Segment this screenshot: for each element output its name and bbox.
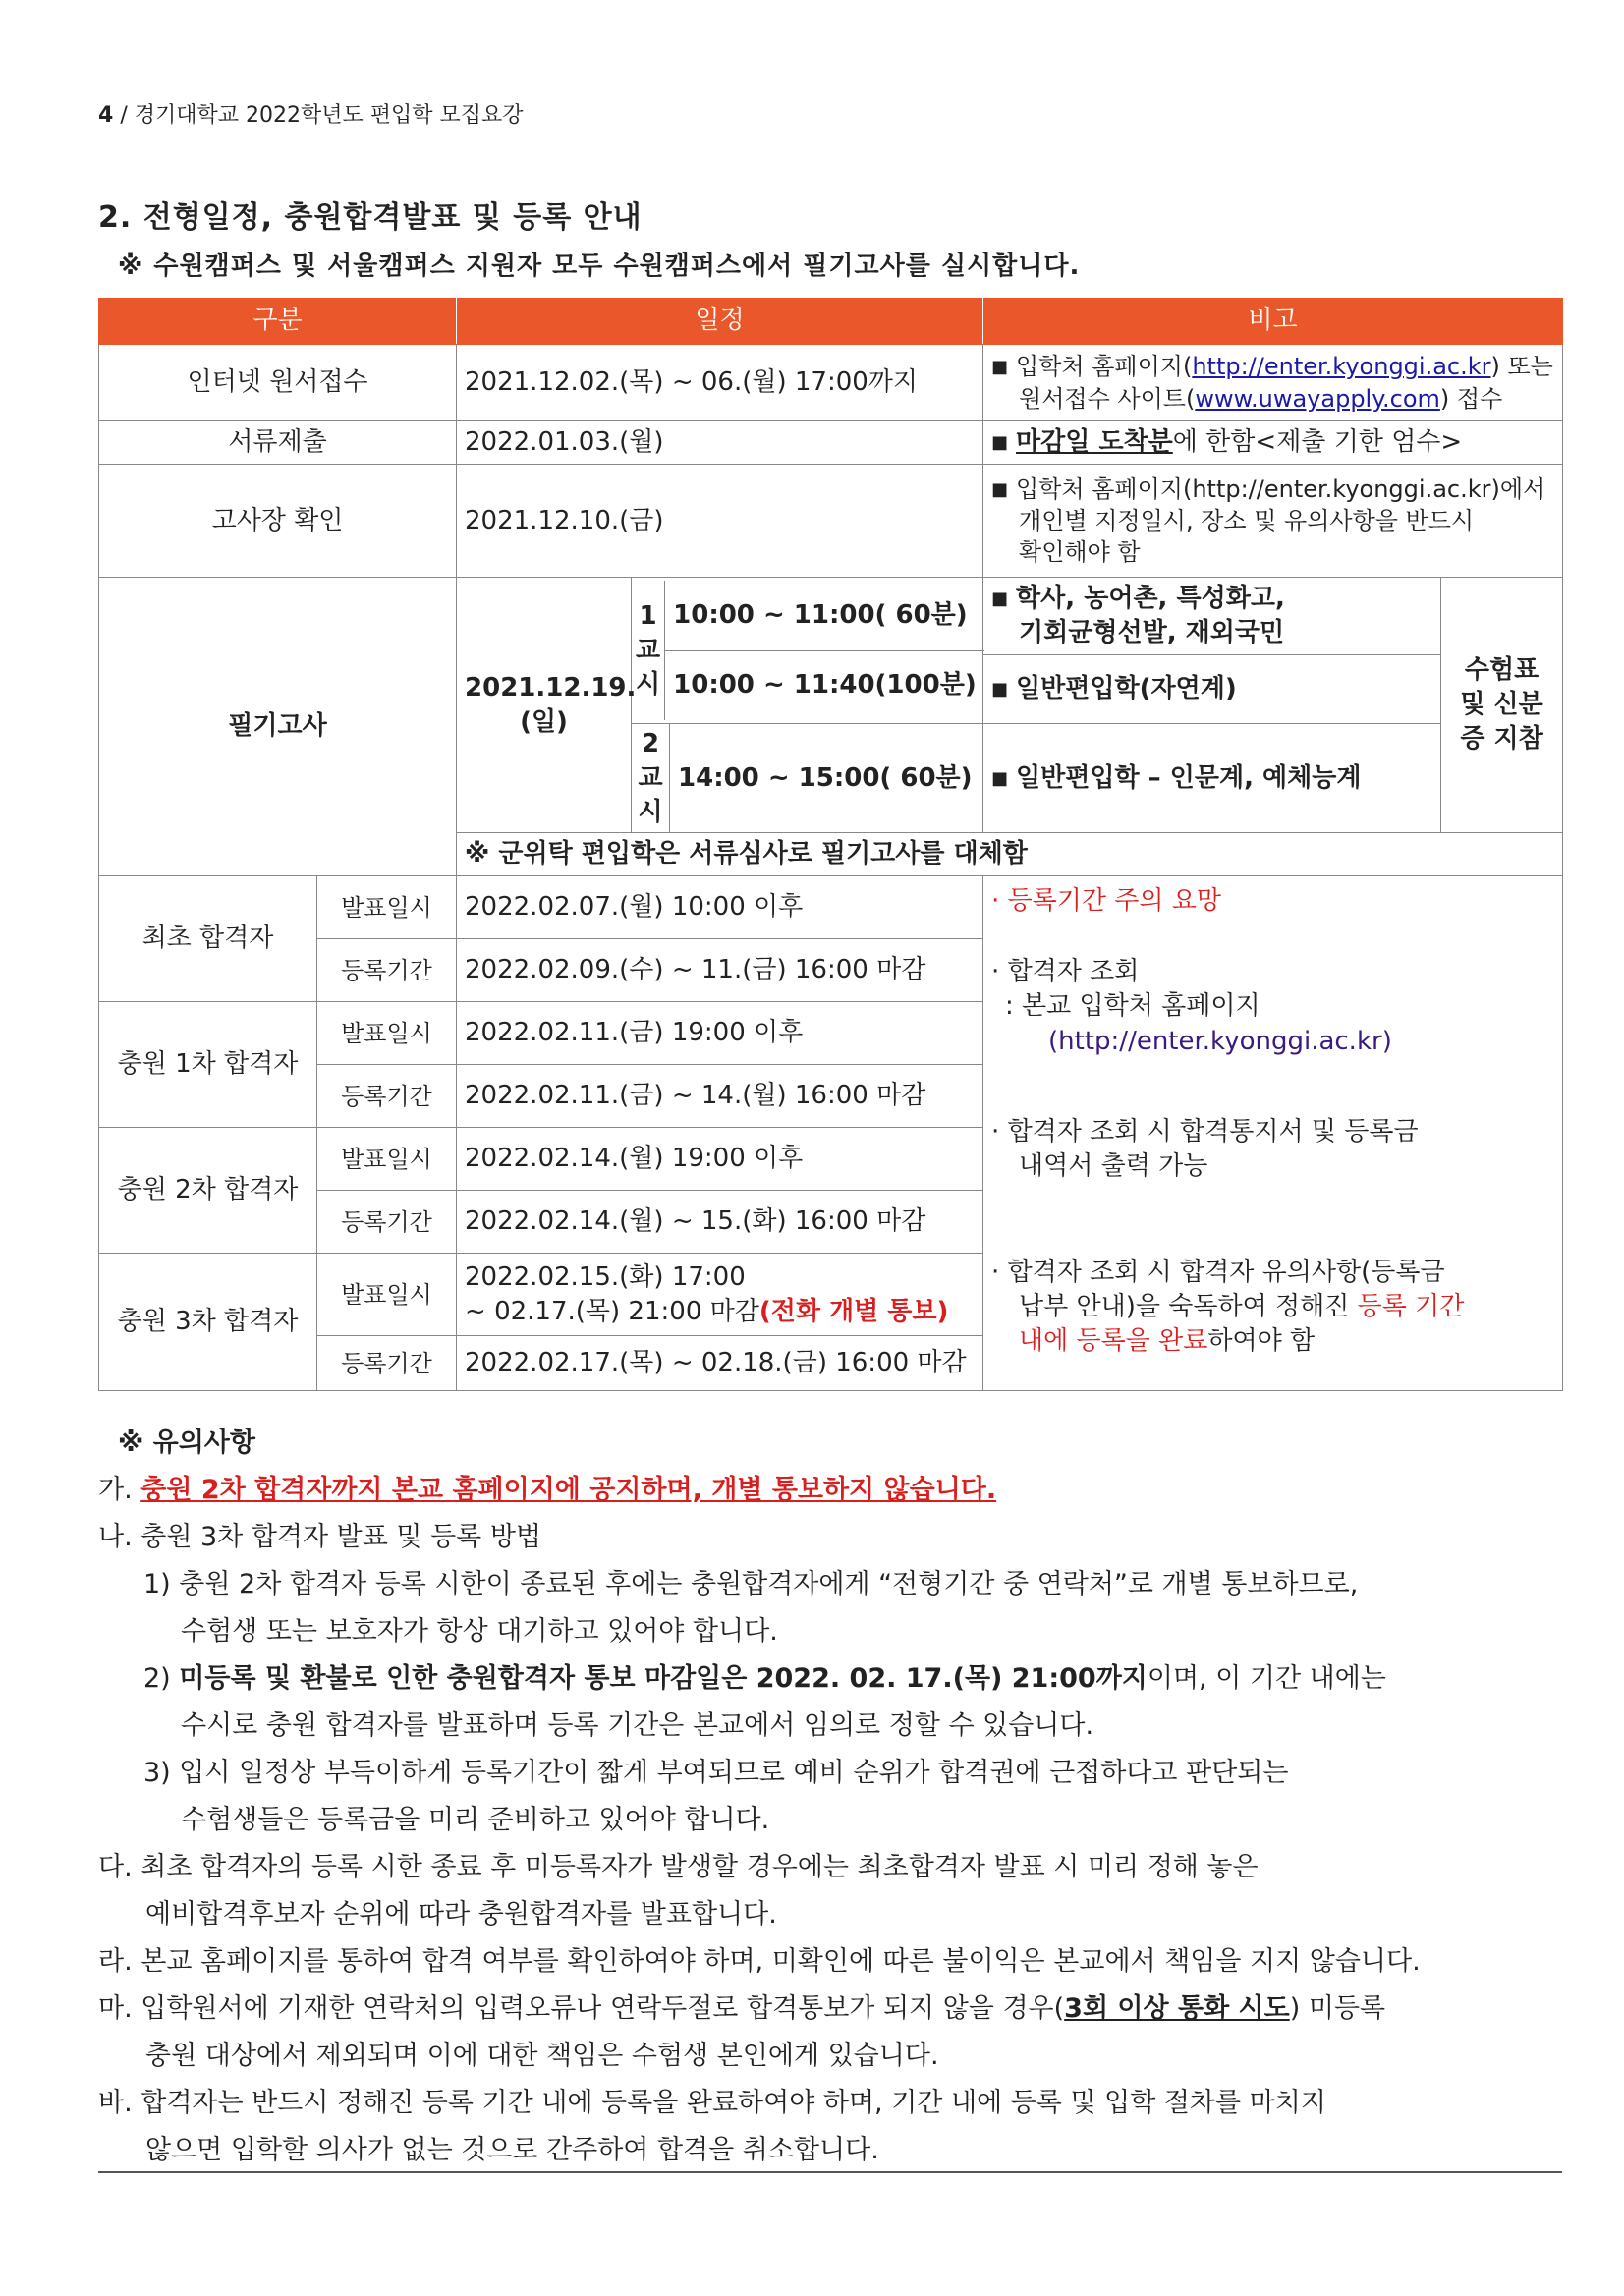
- row-venue-check-label: 고사장 확인: [99, 465, 457, 578]
- result-3rd-announce: 2022.02.15.(화) 17:00 ~ 02.17.(목) 21:00 마감(전화 개별 통보): [457, 1254, 983, 1336]
- row-online-application-label: 인터넷 원서접수: [99, 345, 457, 421]
- bullet-icon: ■: [991, 357, 1009, 378]
- result-2nd-register: 2022.02.14.(월) ~ 15.(화) 16:00 마감: [457, 1191, 983, 1254]
- note-ba-cont: 않으면 입학할 의사가 없는 것으로 간주하여 합격을 취소합니다.: [145, 2135, 879, 2165]
- header-schedule: 일정: [457, 299, 983, 345]
- exam-bring-note: 수험표 및 신분증 지참: [1441, 578, 1563, 833]
- exam-period-2-cell: [632, 724, 983, 833]
- note-ba: 바. 합격자는 반드시 정해진 등록 기간 내에 등록을 완료하여야 하며, 기간 내에 등록 및 입학 절차를 마치지: [98, 2088, 1326, 2118]
- result-initial-register: 2022.02.09.(수) ~ 11.(금) 16:00 마감: [457, 939, 983, 1002]
- register-label: 등록기간: [317, 1065, 457, 1128]
- link-enter[interactable]: http://enter.kyonggi.ac.kr: [1192, 353, 1491, 381]
- exam-time-3: 14:00 ~ 15:00( 60분): [678, 762, 973, 793]
- result-3rd-label: 충원 3차 합격자: [99, 1254, 317, 1391]
- bullet-icon: ■: [991, 679, 1009, 700]
- row-online-application-note: ■ 입학처 홈페이지(http://enter.kyonggi.ac.kr) 또는 원서접수 사이트(www.uwayapply.com) 접수: [983, 345, 1563, 421]
- page-header: [98, 98, 523, 129]
- page-number: 4: [98, 103, 114, 128]
- header-remarks: 비고: [983, 299, 1563, 345]
- exam-group-1: ■ 학사, 농어촌, 특성화고, 기회균형선발, 재외국민: [983, 578, 1441, 655]
- section-note: ※ 수원캠퍼스 및 서울캠퍼스 지원자 모두 수원캠퍼스에서 필기고사를 실시합니다.: [118, 252, 1081, 281]
- exam-group-3: ■ 일반편입학 – 인문계, 예체능계: [983, 724, 1441, 833]
- note-na-1: 1) 충원 2차 합격자 등록 시한이 종료된 후에는 충원합격자에게 “전형기간 중 연락처”로 개별 통보하므로,: [143, 1569, 1359, 1599]
- announce-label: 발표일시: [317, 876, 457, 939]
- section-title: 2. 전형일정, 충원합격발표 및 등록 안내: [98, 200, 643, 235]
- results-side-notes: · 등록기간 주의 요망 · 합격자 조회 : 본교 입학처 홈페이지 (http://enter.kyonggi.ac.kr) · 합격자 조회 시 합격통지서 및 등록금 내역서 출력 가능 · 합격자 조회 시 합격자 유의사항(등록금 납부 안내)을 숙독하여 정해진 등록 기간 내에 등록을 완료하여야 함: [983, 876, 1563, 1391]
- exam-military-note: ※ 군위탁 편입학은 서류심사로 필기고사를 대체함: [457, 833, 1563, 876]
- note-da: 다. 최초 합격자의 등록 시한 종료 후 미등록자가 발생할 경우에는 최초합격자 발표 시 미리 정해 놓은: [98, 1852, 1259, 1882]
- note-da-cont: 예비합격후보자 순위에 따라 충원합격자를 발표합니다.: [145, 1899, 777, 1930]
- announce-label: 발표일시: [317, 1128, 457, 1191]
- header-category: 구분: [99, 299, 457, 345]
- bottom-divider: [98, 2171, 1562, 2173]
- note-na-3-cont: 수험생들은 등록금을 미리 준비하고 있어야 합니다.: [181, 1805, 770, 1835]
- announce-label: 발표일시: [317, 1002, 457, 1065]
- notes-section: [98, 1420, 1562, 2174]
- bullet-icon: ■: [991, 478, 1009, 500]
- exam-group-2: ■ 일반편입학(자연계): [983, 655, 1441, 724]
- announce-label: 발표일시: [317, 1254, 457, 1336]
- note-na-1-cont: 수험생 또는 보호자가 항상 대기하고 있어야 합니다.: [181, 1616, 778, 1647]
- row-documents-note: ■ 마감일 도착분에 한함<제출 기한 엄수>: [983, 421, 1563, 465]
- result-2nd-label: 충원 2차 합격자: [99, 1128, 317, 1254]
- bullet-icon: ■: [991, 432, 1009, 453]
- bullet-icon: ■: [991, 767, 1009, 789]
- side-note-1: 등록기간 주의 요망: [1007, 886, 1222, 917]
- register-label: 등록기간: [317, 1191, 457, 1254]
- exam-time-1: 10:00 ~ 11:00( 60분): [665, 581, 984, 650]
- notes-title: ※ 유의사항: [118, 1428, 255, 1458]
- result-initial-announce: 2022.02.07.(월) 10:00 이후: [457, 876, 983, 939]
- note-ra: 라. 본교 홈페이지를 통하여 합격 여부를 확인하여야 하며, 미확인에 따른 불이익은 본교에서 책임을 지지 않습니다.: [98, 1946, 1421, 1977]
- schedule-table: [98, 298, 1563, 1391]
- exam-period-2: 2교시: [632, 724, 670, 832]
- row-venue-check-date: 2021.12.10.(금): [457, 465, 983, 578]
- row-online-application-date: 2021.12.02.(목) ~ 06.(월) 17:00까지: [457, 345, 983, 421]
- note-na-2: 2) 미등록 및 환불로 인한 충원합격자 통보 마감일은 2022. 02. 17.(목) 21:00까지이며, 이 기간 내에는: [143, 1663, 1386, 1694]
- bullet-icon: ■: [991, 588, 1009, 610]
- exam-period-1: 1교시: [632, 581, 665, 720]
- exam-label: 필기고사: [99, 578, 457, 876]
- result-2nd-announce: 2022.02.14.(월) 19:00 이후: [457, 1128, 983, 1191]
- note-na-3: 3) 입시 일정상 부득이하게 등록기간이 짧게 부여되므로 예비 순위가 합격권에 근접하다고 판단되는: [143, 1758, 1289, 1788]
- register-label: 등록기간: [317, 1336, 457, 1391]
- row-venue-check-note: ■ 입학처 홈페이지(http://enter.kyonggi.ac.kr)에서 개인별 지정일시, 장소 및 유의사항을 반드시 확인해야 함: [983, 465, 1563, 578]
- document-title: 경기대학교 2022학년도 편입학 모집요강: [134, 103, 524, 128]
- exam-time-2: 10:00 ~ 11:40(100분): [673, 670, 977, 700]
- result-1st-announce: 2022.02.11.(금) 19:00 이후: [457, 1002, 983, 1065]
- register-label: 등록기간: [317, 939, 457, 1002]
- result-3rd-register: 2022.02.17.(목) ~ 02.18.(금) 16:00 마감: [457, 1336, 983, 1391]
- header-separator: /: [120, 103, 128, 128]
- note-na-2-cont: 수시로 충원 합격자를 발표하며 등록 기간은 본교에서 임의로 정할 수 있습니다.: [181, 1710, 1094, 1741]
- exam-period-1-cell: [632, 578, 983, 724]
- result-1st-label: 충원 1차 합격자: [99, 1002, 317, 1128]
- row-documents-date: 2022.01.03.(월): [457, 421, 983, 465]
- exam-date: 2021.12.19. (일): [457, 578, 632, 833]
- result-initial-label: 최초 합격자: [99, 876, 317, 1002]
- link-uway[interactable]: www.uwayapply.com: [1195, 384, 1440, 413]
- note-na: 나. 충원 3차 합격자 발표 및 등록 방법: [98, 1522, 541, 1552]
- note-ma-cont: 충원 대상에서 제외되며 이에 대한 책임은 수험생 본인에게 있습니다.: [145, 2041, 939, 2071]
- note-ga: 가. 충원 2차 합격자까지 본교 홈페이지에 공지하며, 개별 통보하지 않습니다.: [98, 1475, 997, 1505]
- note-ma: 마. 입학원서에 기재한 연락처의 입력오류나 연락두절로 합격통보가 되지 않을 경우(3회 이상 통화 시도) 미등록: [98, 1993, 1386, 2024]
- row-documents-label: 서류제출: [99, 421, 457, 465]
- result-1st-register: 2022.02.11.(금) ~ 14.(월) 16:00 마감: [457, 1065, 983, 1128]
- link-results[interactable]: (http://enter.kyonggi.ac.kr): [1048, 1026, 1392, 1056]
